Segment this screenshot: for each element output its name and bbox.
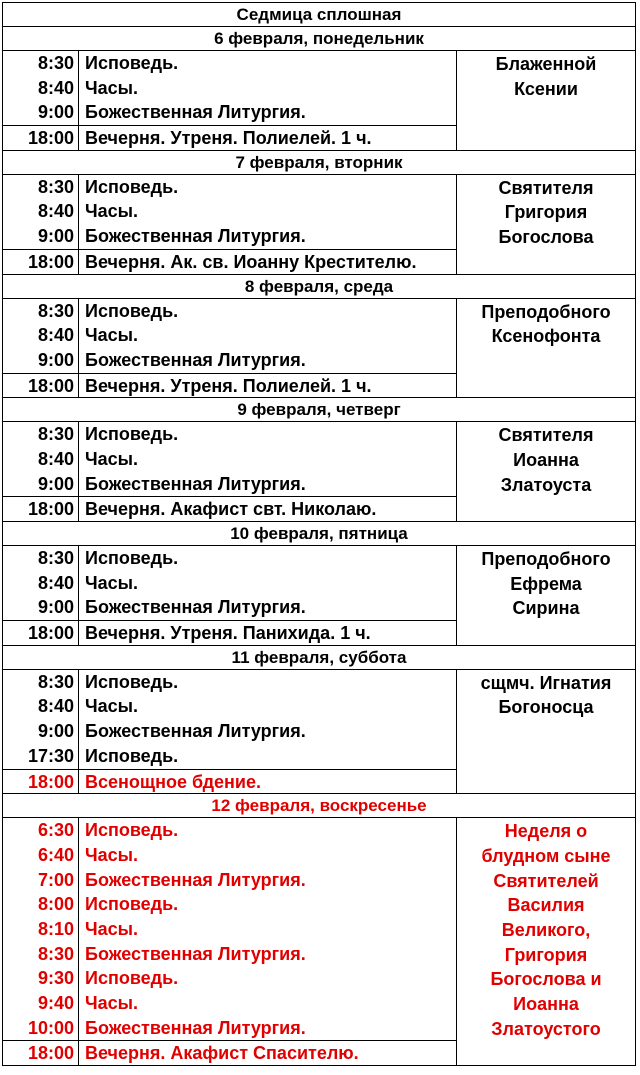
day-header: 12 февраля, воскресенье	[2, 793, 636, 817]
entry-service: Исповедь.	[85, 745, 179, 766]
entry-time: 9:00	[37, 226, 74, 247]
entry-time: 18:00	[3, 249, 78, 274]
saint-line: Василия	[507, 895, 585, 916]
entry-time: 8:40	[37, 77, 74, 98]
time-column	[3, 299, 79, 398]
entry-service: Божественная Литургия.	[85, 943, 306, 964]
entry-service: Вечерня. Акафист Спасителю.	[79, 1040, 456, 1065]
entry-service: Часы.	[85, 696, 139, 717]
entry-service: Часы.	[85, 572, 139, 593]
entry-service: Исповедь.	[85, 176, 179, 197]
entry-time: 18:00	[3, 373, 78, 398]
entry-time: 8:30	[37, 548, 74, 568]
entry-service: Божественная Литургия.	[85, 597, 306, 618]
schedule-title: Седмица сплошная	[2, 2, 636, 26]
entry-time: 8:40	[37, 696, 74, 717]
entry-service: Исповедь.	[85, 968, 179, 989]
day-header: 7 февраля, вторник	[2, 150, 636, 174]
saint-column	[457, 818, 635, 1065]
saint-column	[457, 546, 635, 645]
service-column	[79, 299, 457, 398]
entry-time: 8:00	[37, 894, 74, 915]
service-column	[79, 818, 457, 1065]
entry-service: Исповедь.	[85, 424, 179, 445]
day-body	[2, 298, 636, 398]
entry-time: 8:30	[37, 424, 74, 445]
entry-time: 6:40	[37, 844, 74, 865]
entry-time: 8:40	[37, 448, 74, 469]
entry-time: 9:00	[37, 597, 74, 618]
days-container	[2, 26, 636, 1066]
entry-service: Всенощное бдение.	[79, 769, 456, 794]
entry-time: 18:00	[3, 125, 78, 150]
day-header: 8 февраля, среда	[2, 274, 636, 298]
entry-service: Вечерня. Акафист свт. Николаю.	[79, 496, 456, 521]
entry-time: 10:00	[27, 1017, 74, 1038]
entry-time: 18:00	[3, 496, 78, 521]
time-column	[3, 670, 79, 793]
saint-line: Григория	[504, 944, 588, 965]
saint-line: Григория	[504, 202, 588, 223]
time-column	[3, 546, 79, 645]
saint-column	[457, 51, 635, 150]
entry-time: 8:30	[37, 671, 74, 692]
saint-line: Богослова	[498, 227, 594, 248]
saint-column	[457, 299, 635, 398]
entry-time: 18:00	[3, 620, 78, 645]
day-header: 10 февраля, пятница	[2, 521, 636, 545]
saint-line: Неделя о	[504, 821, 588, 842]
day-header: 6 февраля, понедельник	[2, 26, 636, 50]
entry-service: Божественная Литургия.	[85, 349, 306, 370]
service-column	[79, 422, 457, 521]
entry-service: Божественная Литургия.	[85, 869, 306, 890]
saint-column	[457, 670, 635, 793]
entry-service: Исповедь.	[85, 300, 179, 321]
saint-line: Великого,	[501, 919, 591, 940]
entry-time: 7:00	[37, 869, 74, 890]
entry-time: 8:30	[37, 176, 74, 197]
entry-service: Вечерня. Утреня. Полиелей. 1 ч.	[79, 125, 456, 150]
entry-service: Божественная Литургия.	[85, 102, 306, 123]
saint-column	[457, 175, 635, 274]
entry-time: 9:00	[37, 102, 74, 123]
saint-line: Ксенофонта	[491, 326, 601, 347]
saint-line: Преподобного	[481, 549, 611, 569]
entry-service: Часы.	[85, 77, 139, 98]
saint-line: Святителей	[493, 870, 599, 891]
entry-service: Часы.	[85, 448, 139, 469]
saint-line: Златоуста	[500, 474, 592, 495]
entry-service: Часы.	[85, 993, 139, 1013]
entry-service: Исповедь.	[85, 53, 179, 73]
entry-service: Божественная Литургия.	[85, 721, 306, 742]
day-header: 11 февраля, суббота	[2, 645, 636, 669]
saint-line: Преподобного	[481, 301, 611, 322]
day-header: 9 февраля, четверг	[2, 397, 636, 421]
entry-service: Исповедь.	[85, 548, 179, 568]
entry-time: 8:40	[37, 201, 74, 222]
saint-line: сщмч. Игнатия	[480, 672, 612, 693]
entry-service: Исповедь.	[85, 671, 179, 692]
entry-time: 9:00	[37, 721, 74, 742]
day-body	[2, 50, 636, 150]
saint-line: Иоанна	[513, 449, 579, 470]
entry-time: 9:00	[37, 473, 74, 494]
entry-time: 8:10	[37, 918, 74, 939]
entry-service: Вечерня. Утреня. Панихида. 1 ч.	[79, 620, 456, 645]
entry-time: 8:40	[37, 572, 74, 593]
saint-column	[457, 422, 635, 521]
saint-line: Златоустого	[491, 1018, 601, 1039]
entry-time: 9:00	[37, 349, 74, 370]
day-body	[2, 545, 636, 645]
time-column	[3, 175, 79, 274]
entry-time: 17:30	[27, 745, 74, 766]
entry-time: 6:30	[37, 820, 74, 841]
saint-line: Богослова и	[490, 969, 602, 990]
service-column	[79, 175, 457, 274]
entry-service: Часы.	[85, 325, 139, 346]
saint-line: Ефрема	[510, 573, 582, 594]
entry-time: 8:40	[37, 325, 74, 346]
entry-service: Божественная Литургия.	[85, 1017, 306, 1038]
entry-service: Вечерня. Утреня. Полиелей. 1 ч.	[79, 373, 456, 398]
entry-service: Часы.	[85, 918, 139, 939]
saint-line: Ксении	[514, 78, 578, 99]
time-column	[3, 422, 79, 521]
service-column	[79, 670, 457, 793]
entry-time: 8:30	[37, 53, 74, 73]
entry-time: 8:30	[37, 943, 74, 964]
entry-time: 18:00	[3, 1040, 78, 1065]
entry-service: Вечерня. Ак. св. Иоанну Крестителю.	[79, 249, 456, 274]
entry-service: Часы.	[85, 201, 139, 222]
entry-service: Божественная Литургия.	[85, 226, 306, 247]
day-body	[2, 669, 636, 793]
day-body	[2, 421, 636, 521]
saint-line: Сирина	[512, 598, 580, 619]
day-body	[2, 174, 636, 274]
entry-service: Божественная Литургия.	[85, 473, 306, 494]
day-body	[2, 817, 636, 1066]
entry-service: Исповедь.	[85, 820, 179, 841]
time-column	[3, 818, 79, 1065]
saint-line: Блаженной	[495, 54, 597, 74]
saint-line: Богоносца	[498, 697, 594, 718]
entry-time: 8:30	[37, 300, 74, 321]
schedule-table	[2, 2, 636, 1066]
entry-time: 9:40	[37, 993, 74, 1013]
entry-time: 18:00	[3, 769, 78, 794]
entry-service: Часы.	[85, 844, 139, 865]
saint-line: Святителя	[498, 425, 594, 446]
service-column	[79, 51, 457, 150]
time-column	[3, 51, 79, 150]
saint-line: Иоанна	[513, 994, 579, 1014]
entry-service: Исповедь.	[85, 894, 179, 915]
saint-line: блудном сыне	[481, 845, 611, 866]
service-column	[79, 546, 457, 645]
entry-time: 9:30	[37, 968, 74, 989]
saint-line: Святителя	[498, 177, 594, 198]
